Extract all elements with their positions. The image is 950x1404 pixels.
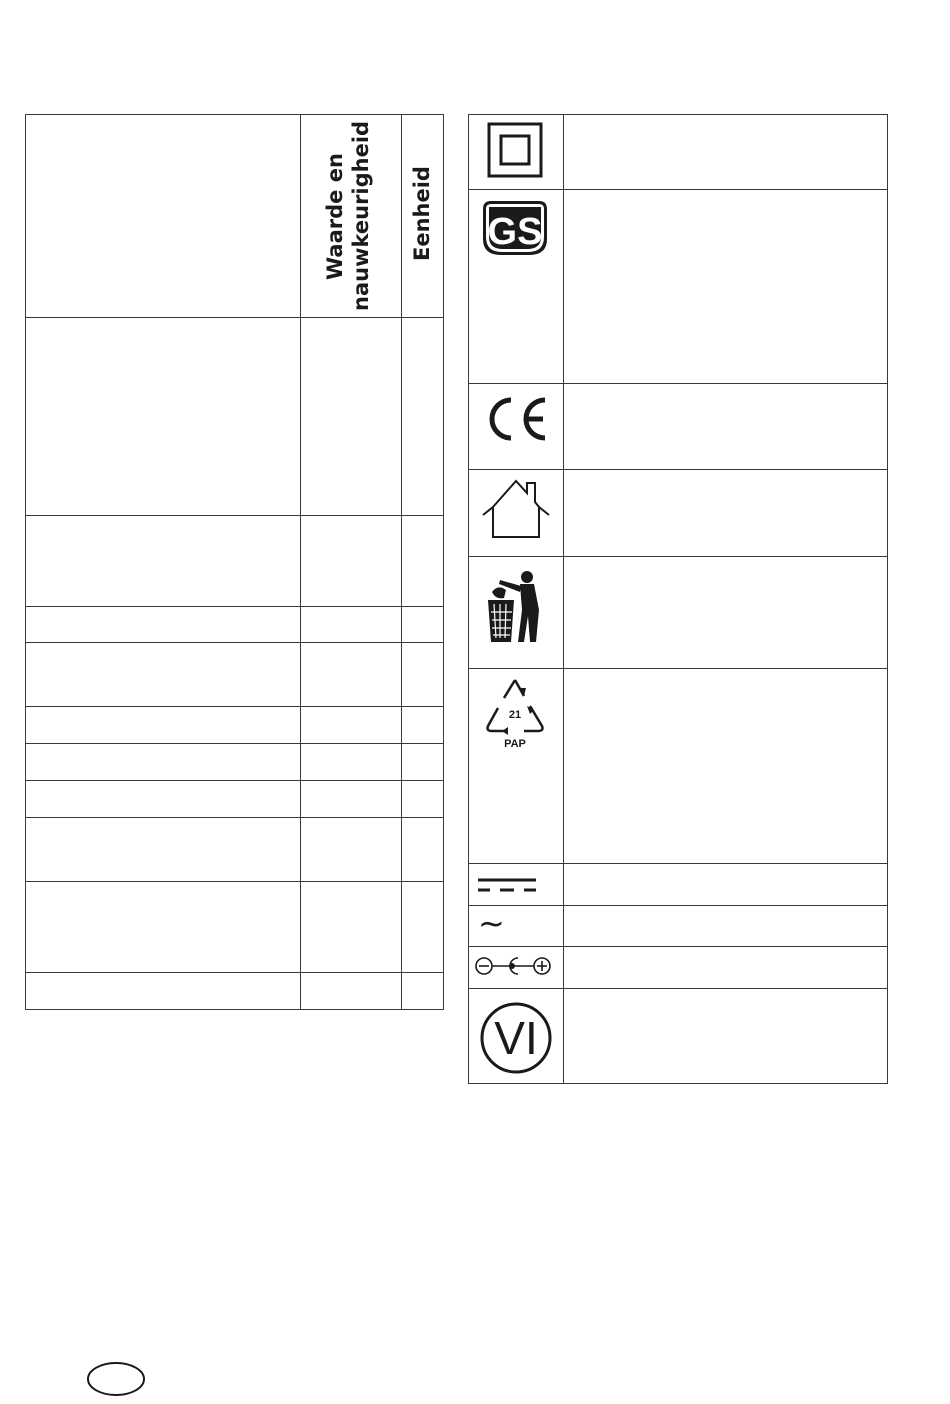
tidyman-disposal-icon xyxy=(484,570,544,644)
gs-mark-text: GS xyxy=(487,211,543,253)
recycling-code: 21 xyxy=(508,709,522,721)
row-divider xyxy=(468,189,888,190)
ce-mark-icon xyxy=(483,396,549,442)
row-divider xyxy=(468,863,888,864)
alternating-current-icon: ~ xyxy=(478,904,505,942)
row-divider xyxy=(25,972,444,973)
row-divider xyxy=(25,881,444,882)
row-divider xyxy=(25,780,444,781)
row-divider xyxy=(468,668,888,669)
row-divider xyxy=(468,383,888,384)
specification-table xyxy=(25,114,444,1010)
row-divider xyxy=(25,317,444,318)
header-value-line2: nauwkeurigheid xyxy=(349,120,373,311)
gs-mark-icon xyxy=(481,199,549,257)
column-divider xyxy=(300,114,301,1010)
column-divider xyxy=(563,114,564,1084)
row-divider xyxy=(468,946,888,947)
row-divider xyxy=(25,606,444,607)
row-divider xyxy=(25,706,444,707)
row-divider xyxy=(468,905,888,906)
efficiency-level-icon xyxy=(478,1000,554,1076)
language-badge xyxy=(86,1361,146,1397)
row-divider xyxy=(25,817,444,818)
header-value-line1: Waarde en xyxy=(323,153,347,280)
indoor-use-house-icon xyxy=(481,477,551,541)
polarity-icon xyxy=(474,954,552,978)
header-unit: Eenheid xyxy=(410,166,434,261)
row-divider xyxy=(25,642,444,643)
efficiency-level-text: VI xyxy=(494,1012,538,1064)
recycling-label: PAP xyxy=(504,738,526,750)
direct-current-icon xyxy=(476,876,538,894)
row-divider xyxy=(25,743,444,744)
recycling-paper-icon xyxy=(482,676,548,756)
double-insulation-icon xyxy=(487,122,543,178)
row-divider xyxy=(468,556,888,557)
row-divider xyxy=(468,469,888,470)
row-divider xyxy=(25,515,444,516)
row-divider xyxy=(468,988,888,989)
column-divider xyxy=(401,114,402,1010)
